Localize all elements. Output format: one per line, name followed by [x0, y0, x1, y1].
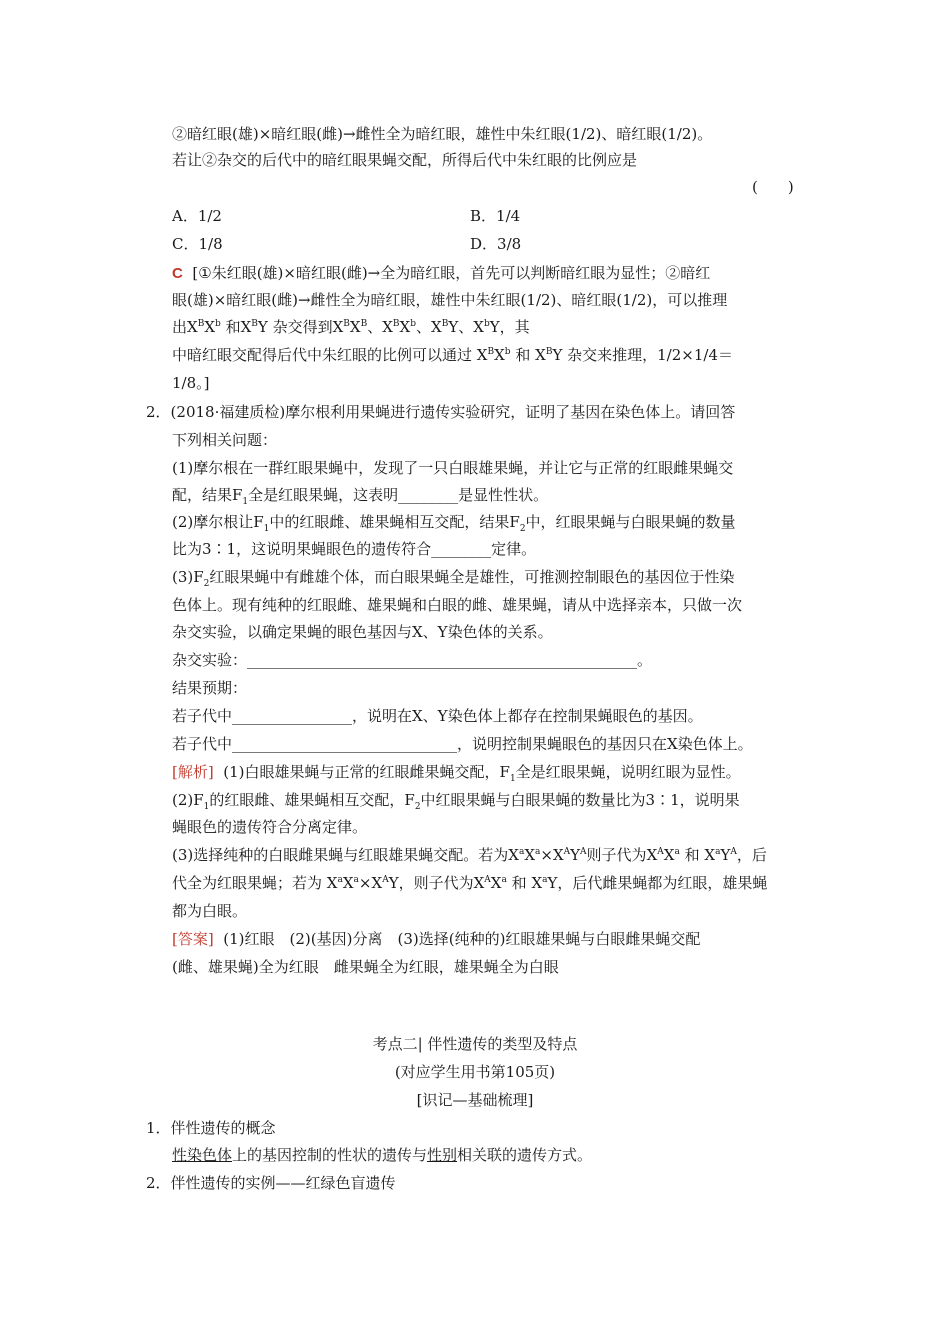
answer-bracket: ( ) — [752, 178, 794, 196]
solution-line-1: C [①朱红眼(雄)×暗红眼(雌)→全为暗红眼，首先可以判断暗红眼为显性；②暗红 — [172, 264, 711, 282]
q2-heading-2: 下列相关问题： — [172, 431, 278, 449]
solution-line-2: 眼(雄)×暗红眼(雌)→雌性全为暗红眼，雄性中朱红眼(1/2)、暗红眼(1/2)，可以推理 — [172, 291, 728, 309]
underline-sex: 性别 — [427, 1146, 458, 1164]
prediction-1: 若子代中________________，说明在X、Y染色体上都存在控制果蝇眼色的基因。 — [172, 707, 703, 725]
item-2-heading: 2．伴性遗传的实例——红绿色盲遗传 — [146, 1174, 396, 1192]
option-a: A．1/2 — [172, 207, 222, 225]
analysis-tag: [解析] — [172, 763, 214, 781]
analysis-line-3: 蝇眼色的遗传符合分离定律。 — [172, 818, 368, 836]
option-b: B．1/4 — [470, 207, 521, 225]
prediction-label: 结果预期： — [172, 679, 248, 697]
answer-line-2: (雌、雄果蝇)全为红眼 雌果蝇全为红眼，雄果蝇全为白眼 — [172, 958, 559, 976]
q2-part1-a: (1)摩尔根在一群红眼果蝇中，发现了一只白眼雄果蝇，并让它与正常的红眼雌果蝇交 — [172, 459, 734, 477]
analysis-line-5: 代全为红眼果蝇；若为 $X^aX^a\times X^AY$，则子代为$X^AX^a$ 和 $X^aY$，后代雌果蝇都为红眼，雄果蝇 — [172, 874, 768, 892]
q2-part3-c: 杂交实验，以确定果蝇的眼色基因与X、Y染色体的关系。 — [172, 623, 553, 641]
q2-part3-a: $(3)F_2$红眼果蝇中有雌雄个体，而白眼果蝇全是雄性，可推测控制眼色的基因位于性染 — [172, 568, 735, 589]
prediction-2: 若子代中______________________________，说明控制果蝇眼色的基因只在X染色体上。 — [172, 735, 753, 753]
item-1-heading: 1．伴性遗传的概念 — [146, 1119, 276, 1137]
solution-line-3: 出$X^BX^b$ 和$X^BY$ 杂交得到$X^BX^B$、$X^BX^b$、$X^BY$、$X^bY$，其 — [172, 318, 530, 336]
q2-part1-b: 配，结果$F_1$全是红眼果蝇，这表明________是显性性状。 — [172, 486, 549, 507]
analysis-line-2: $(2)F_1$的红眼雌、雄果蝇相互交配，$F_2$中红眼果蝇与白眼果蝇的数量比为3∶1，说明果 — [172, 791, 740, 812]
answer-tag: [答案] — [172, 930, 214, 948]
option-c: C．1/8 — [172, 235, 223, 253]
q1-line-1: ②暗红眼(雄)×暗红眼(雌)→雌性全为暗红眼，雄性中朱红眼(1/2)、暗红眼(1/2)。 — [172, 125, 713, 143]
q2-heading-1: 2．(2018·福建质检)摩尔根利用果蝇进行遗传实验研究，证明了基因在染色体上。请回答 — [146, 403, 736, 421]
experiment-blank: 杂交实验：____________________________________________________。 — [172, 651, 653, 669]
answer-letter: C — [172, 265, 183, 282]
underline-sex-chromosome: 性染色体 — [172, 1146, 233, 1164]
answer-line-1: [答案] (1)红眼 (2)(基因)分离 (3)选择(纯种的)红眼雄果蝇与白眼雌果蝇交配 — [172, 930, 701, 948]
section-subtitle: [识记—基础梳理] — [416, 1091, 534, 1109]
q2-part2-b: 比为3∶1，这说明果蝇眼色的遗传符合________定律。 — [172, 540, 537, 558]
analysis-line-6: 都为白眼。 — [172, 902, 248, 920]
item-1-definition: 性染色体上的基因控制的性状的遗传与性别相关联的遗传方式。 — [172, 1146, 593, 1164]
section-reference: (对应学生用书第105页) — [394, 1063, 556, 1081]
q2-part2-a: (2)摩尔根让$F_1$中的红眼雌、雄果蝇相互交配，结果$F_2$中，红眼果蝇与白眼果蝇的数量 — [172, 513, 736, 534]
analysis-line-1: [解析] (1)白眼雄果蝇与正常的红眼雌果蝇交配，$F_1$全是红眼果蝇，说明红眼为显性。 — [172, 763, 741, 784]
q1-line-2: 若让②杂交的后代中的暗红眼果蝇交配，所得后代中朱红眼的比例应是 — [172, 151, 638, 169]
option-d: D．3/8 — [470, 235, 522, 253]
solution-line-5: 1/8。] — [172, 374, 210, 392]
analysis-line-4: (3)选择纯种的白眼雌果蝇与红眼雄果蝇交配。若为$X^aX^a\times X^AY^A$则子代为$X^AX^a$ 和 $X^aY^A$，后 — [172, 846, 767, 864]
solution-line-4: 中暗红眼交配得后代中朱红眼的比例可以通过 $X^BX^b$ 和 $X^BY$ 杂交来推理，1/2×1/4＝ — [172, 346, 733, 364]
section-title: 考点二| 伴性遗传的类型及特点 — [372, 1035, 578, 1053]
q2-part3-b: 色体上。现有纯种的红眼雌、雄果蝇和白眼的雌、雄果蝇，请从中选择亲本，只做一次 — [172, 596, 743, 614]
